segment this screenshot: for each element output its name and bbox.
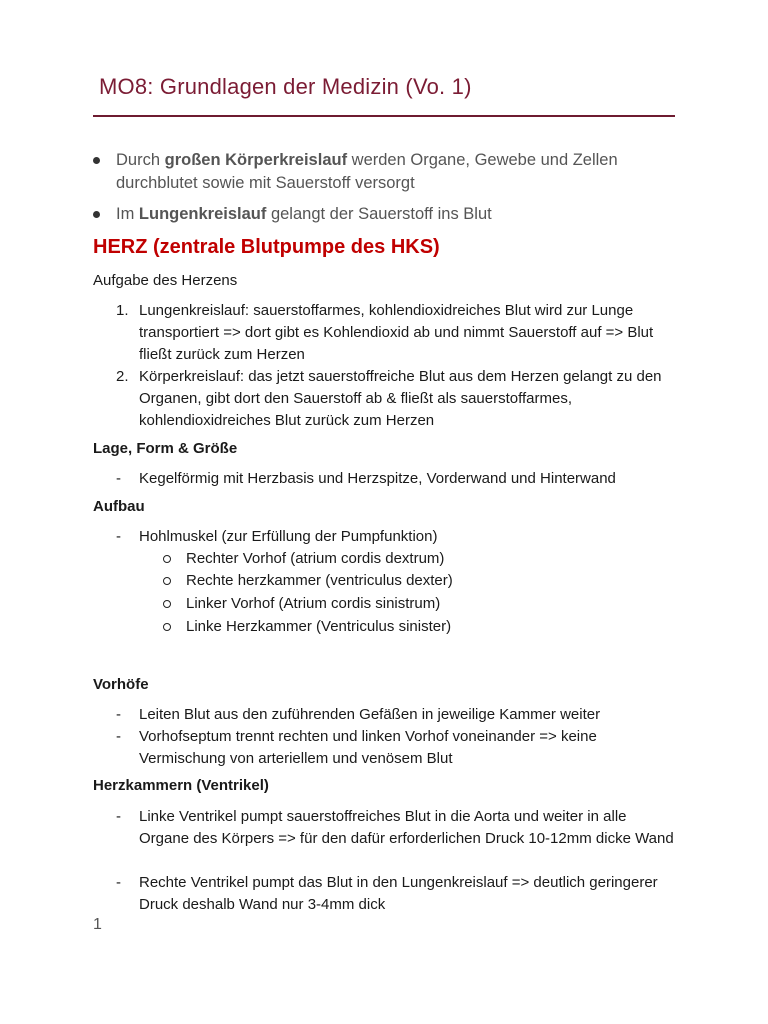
sub-list-item	[163, 616, 643, 638]
dash-icon: -	[116, 728, 121, 745]
list-text: Hohlmuskel (zur Erfüllung der Pumpfunktion)	[139, 528, 438, 545]
bullet-icon	[93, 211, 100, 218]
list-text: Rechter Vorhof (atrium cordis dextrum)	[186, 550, 445, 567]
bullet-text-bold: großen Körperkreislauf	[164, 151, 348, 169]
sub-list-item	[163, 593, 643, 615]
list-item	[116, 704, 686, 726]
subheading-lage: Lage, Form & Größe	[93, 440, 238, 457]
section-heading-herz: HERZ (zentrale Blutpumpe des HKS)	[93, 236, 440, 258]
subheading-aufbau: Aufbau	[93, 498, 145, 515]
dash-icon: -	[116, 706, 121, 723]
list-text: Körperkreislauf: das jetzt sauerstoffreiche Blut aus dem Herzen gelangt zu den Organen, gibt dort den Sauerstoff ab & fließt als sauerstoffarmes, kohlendioxidreiches Blut zurück zum Herzen	[139, 368, 662, 429]
list-item	[93, 149, 693, 195]
list-item	[116, 872, 686, 916]
sub-list-item	[163, 548, 643, 570]
list-text: Vorhofseptum trennt rechten und linken Vorhof voneinander => keine Vermischung von arteriellem und venösem Blut	[139, 728, 597, 767]
circle-bullet-icon	[163, 600, 171, 608]
bullet-text-pre: Durch	[116, 151, 165, 169]
dash-icon: -	[116, 808, 121, 825]
aufgabe-label: Aufgabe des Herzens	[93, 272, 238, 289]
list-text: Rechte herzkammer (ventriculus dexter)	[186, 572, 453, 589]
bullet-text-post: gelangt der Sauerstoff ins Blut	[266, 205, 492, 223]
list-item	[93, 203, 693, 226]
list-item	[116, 806, 686, 872]
dash-icon: -	[116, 470, 121, 487]
list-text: Linke Ventrikel pumpt sauerstoffreiches Blut in die Aorta und weiter in alle Organe des Körpers => für den dafür erforderlichen Druck 10-12mm dicke Wand	[139, 808, 674, 847]
bullet-text-pre: Im	[116, 205, 139, 223]
page-number: 1	[93, 916, 102, 933]
bullet-icon	[93, 157, 100, 164]
list-item	[116, 726, 686, 770]
circle-bullet-icon	[163, 623, 171, 631]
list-item	[116, 526, 686, 548]
subheading-herzkammern: Herzkammern (Ventrikel)	[93, 777, 269, 794]
bullet-text-bold: Lungenkreislauf	[138, 205, 267, 223]
dash-icon: -	[116, 528, 121, 545]
bullet-text-post: werden Organe, Gewebe und Zellen durchblutet sowie mit Sauerstoff versorgt	[116, 151, 618, 192]
subheading-vorhoefe: Vorhöfe	[93, 676, 149, 693]
list-item	[116, 300, 686, 366]
title-divider	[93, 115, 675, 117]
list-item	[116, 366, 686, 432]
list-text: Rechte Ventrikel pumpt das Blut in den Lungenkreislauf => deutlich geringerer Druck deshalb Wand nur 3-4mm dick	[139, 874, 658, 913]
list-number: 1.	[116, 302, 129, 319]
sub-list-item	[163, 570, 643, 592]
list-text: Kegelförmig mit Herzbasis und Herzspitze, Vorderwand und Hinterwand	[139, 470, 616, 487]
list-text: Linker Vorhof (Atrium cordis sinistrum)	[186, 595, 441, 612]
list-text: Leiten Blut aus den zuführenden Gefäßen in jeweilige Kammer weiter	[139, 706, 601, 723]
page-title: MO8: Grundlagen der Medizin (Vo. 1)	[99, 74, 472, 99]
circle-bullet-icon	[163, 555, 171, 563]
list-number: 2.	[116, 368, 129, 385]
list-item	[116, 468, 686, 490]
list-text: Lungenkreislauf: sauerstoffarmes, kohlendioxidreiches Blut wird zur Lunge transportiert => dort gibt es Kohlendioxid ab und nimmt Sauerstoff auf => Blut fließt zurück zum Herzen	[139, 302, 654, 363]
list-text: Linke Herzkammer (Ventriculus sinister)	[186, 618, 452, 635]
circle-bullet-icon	[163, 577, 171, 585]
dash-icon: -	[116, 874, 121, 891]
